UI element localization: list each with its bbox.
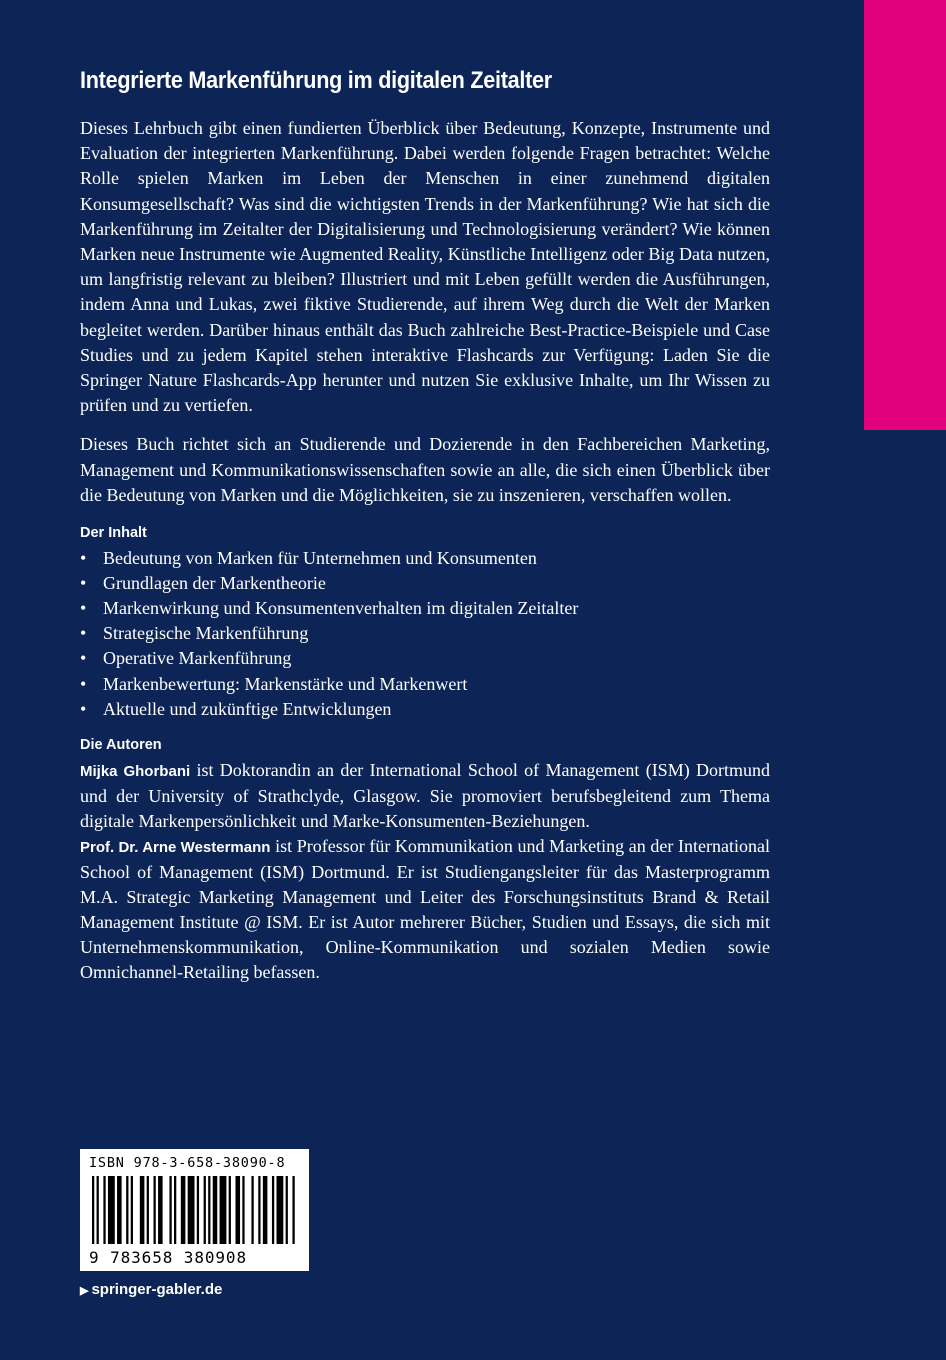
book-title: Integrierte Markenführung im digitalen Zeitalter xyxy=(80,67,552,94)
barcode-bar xyxy=(181,1176,186,1244)
author-name: Mijka Ghorbani xyxy=(80,762,191,780)
barcode-bar xyxy=(263,1176,268,1244)
barcode-bar xyxy=(158,1176,163,1244)
authors-heading: Die Autoren xyxy=(80,736,162,753)
list-item: • Markenwirkung und Konsumentenverhalten im digitalen Zeitalter xyxy=(80,596,770,621)
author-bio-text: ist Doktorandin an der International School of Management (ISM) Dortmund und der University of Strathclyde, Glasgow. Sie promoviert berufsbegleitend zum Thema digitale Markenpersönlichkeit und Marke-Konsumenten-Beziehungen. xyxy=(80,759,770,831)
barcode-bar xyxy=(204,1176,206,1244)
barcode-bar xyxy=(147,1176,149,1244)
audience-paragraph: Dieses Buch richtet sich an Studierende und Dozierende in den Fachbereichen Marketing, Management und Kommunikationswissenschaften sowie an alle, die sich einen Überblick über die Bedeutung von Marken und die Möglichkeiten, sie zu inszenieren, verschaffen wollen. xyxy=(80,434,770,505)
bullet-icon: • xyxy=(80,698,87,719)
list-item: • Strategische Markenführung xyxy=(80,621,770,646)
contents-heading: Der Inhalt xyxy=(80,525,147,542)
website-url: springer-gabler.de xyxy=(91,1281,223,1298)
barcode-bar xyxy=(272,1176,274,1244)
barcode-bar xyxy=(236,1176,241,1244)
barcode-bar xyxy=(292,1176,294,1244)
barcode-bar xyxy=(208,1176,210,1244)
isbn-label: ISBN 978-3-658-38090-8 xyxy=(89,1155,286,1171)
accent-bar xyxy=(864,0,946,430)
barcode-bar xyxy=(154,1176,156,1244)
barcode-bar xyxy=(229,1176,231,1244)
barcode-bar xyxy=(220,1176,227,1244)
barcode-bar xyxy=(108,1176,115,1244)
barcode-bar xyxy=(92,1176,94,1244)
list-item: • Operative Markenführung xyxy=(80,646,770,671)
barcode-bar xyxy=(131,1176,133,1244)
isbn-barcode-box xyxy=(80,1149,309,1271)
barcode-bar xyxy=(213,1176,218,1244)
list-item: • Markenbewertung: Markenstärke und Markenwert xyxy=(80,672,770,697)
bullet-icon: • xyxy=(80,648,87,669)
bullet-icon: • xyxy=(80,623,87,644)
publisher-website[interactable] xyxy=(80,1281,222,1298)
barcode-icon xyxy=(92,1176,297,1244)
arrow-right-icon: ▶ xyxy=(80,1285,89,1297)
barcode-bar xyxy=(251,1176,253,1244)
barcode-bar xyxy=(242,1176,244,1244)
list-item: • Bedeutung von Marken für Unternehmen und Konsumenten xyxy=(80,546,770,571)
barcode-bar xyxy=(286,1176,288,1244)
barcode-bar xyxy=(140,1176,145,1244)
barcode-bar xyxy=(197,1176,199,1244)
barcode-bar xyxy=(174,1176,176,1244)
barcode-bar xyxy=(97,1176,99,1244)
barcode-bar xyxy=(169,1176,171,1244)
barcode-bar xyxy=(103,1176,105,1244)
list-item: • Aktuelle und zukünftige Entwicklungen xyxy=(80,697,770,722)
ean-digits: 9 783658 380908 xyxy=(89,1248,247,1267)
contents-list xyxy=(80,546,770,722)
bullet-icon: • xyxy=(80,673,87,694)
barcode-bar xyxy=(117,1176,122,1244)
barcode-bar xyxy=(258,1176,260,1244)
list-item: • Grundlagen der Markentheorie xyxy=(80,571,770,596)
barcode-bar xyxy=(277,1176,284,1244)
barcode-bar xyxy=(126,1176,128,1244)
bullet-icon: • xyxy=(80,548,87,569)
back-cover-content xyxy=(80,62,770,986)
bullet-icon: • xyxy=(80,598,87,619)
author-bio xyxy=(80,834,770,986)
barcode-bar xyxy=(188,1176,195,1244)
author-name: Prof. Dr. Arne Westermann xyxy=(80,838,271,856)
intro-paragraph: Dieses Lehrbuch gibt einen fundierten Überblick über Bedeutung, Konzepte, Instrumente und Evaluation der integrierten Markenführung. Dabei werden folgende Fragen betrachtet: Welche Rolle spielen Marken im Leben der Menschen in einer zunehmend digitalen Konsumgesellschaft? Was sind die wichtigsten Trends in der Markenführung? Wie hat sich die Markenführung im Zeitalter der Digitalisierung und Technologisierung verändert? Wie können Marken neue Instrumente wie Augmented Reality, Künstliche Intelligenz oder Big Data nutzen, um langfristig relevant zu bleiben? Illustriert und mit Leben gefüllt werden die Ausführungen, indem Anna und Lukas, zwei fiktive Studierende, auf ihrem Weg durch die Welt der Marken begleitet werden. Darüber hinaus enthält das Buch zahlreiche Best-Practice-Beispiele und Case Studies und zu jedem Kapitel stehen interaktive Flashcards zur Verfügung: Laden Sie die Springer Nature Flashcards-App herunter und nutzen Sie exklusive Inhalte, um Ihr Wissen zu prüfen und zu vertiefen. xyxy=(80,118,770,416)
bullet-icon: • xyxy=(80,573,87,594)
author-bio-text: ist Professor für Kommunikation und Marketing an der International School of Management (ISM) Dortmund. Er ist Studiengangsleiter für das Masterprogramm M.A. Strategic Marketing Management und Leiter des Forschungsinstituts Brand & Retail Management Institute @ ISM. Er ist Autor mehrerer Bücher, Studien und Essays, die sich mit Unternehmenskommunikation, Online-Kommunikation und sozialen Medien sowie Omnichannel-Retailing befassen. xyxy=(80,835,770,983)
author-bio xyxy=(80,758,770,834)
